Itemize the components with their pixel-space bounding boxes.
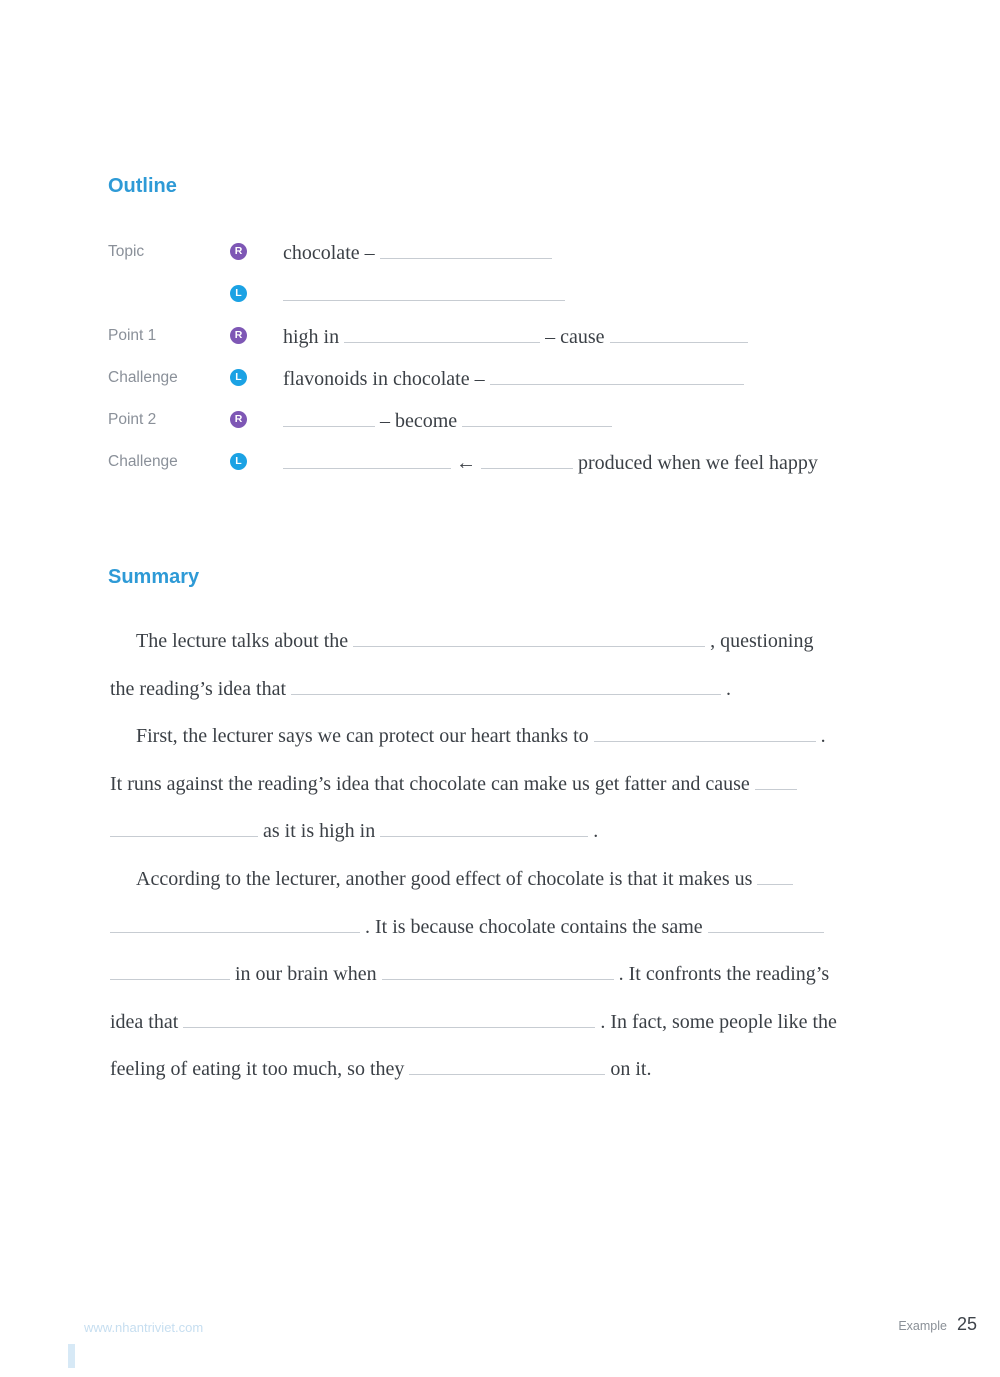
reading-badge-icon: R <box>230 411 247 428</box>
summary-text: . In fact, some people like the <box>600 1010 837 1033</box>
summary-text: . <box>593 820 599 843</box>
summary-text: It runs against the reading’s idea that chocolate can make us get fatter and cause <box>110 772 750 795</box>
blank-line <box>110 961 230 980</box>
summary-text: The lecture talks about the <box>136 630 349 652</box>
row-text: – cause <box>545 326 605 348</box>
summary-line <box>110 666 910 714</box>
summary-line <box>110 713 910 761</box>
summary-text: , questioning <box>710 630 814 652</box>
summary-heading: Summary <box>108 566 200 588</box>
row-content <box>283 282 570 307</box>
summary-text: . It is because chocolate contains the same <box>365 915 703 938</box>
blank-line <box>755 771 797 790</box>
summary-line <box>110 618 910 666</box>
summary-body <box>110 618 910 1094</box>
blank-line <box>382 961 614 980</box>
row-text: high in <box>283 326 340 348</box>
summary-line <box>110 999 910 1047</box>
row-text: flavonoids in chocolate – <box>283 368 485 390</box>
blank-line <box>283 408 375 427</box>
blank-line <box>610 324 748 343</box>
blank-line <box>110 818 258 837</box>
summary-line <box>110 761 910 809</box>
row-label: Challenge <box>108 453 178 470</box>
row-label: Point 2 <box>108 411 157 428</box>
blank-line <box>380 818 588 837</box>
blank-line <box>409 1056 605 1075</box>
summary-text: on it. <box>610 1058 652 1081</box>
summary-text: . <box>820 725 826 748</box>
outline-row-challenge2 <box>0 450 1000 480</box>
summary-text: According to the lecturer, another good effect of chocolate is that it makes us <box>136 867 753 890</box>
blank-line <box>462 408 612 427</box>
reading-badge-icon: R <box>230 327 247 344</box>
summary-text: idea that <box>110 1010 179 1033</box>
blank-line <box>481 450 573 469</box>
listening-badge-icon: L <box>230 453 247 470</box>
summary-text: in our brain when <box>235 963 377 986</box>
row-content <box>283 408 617 433</box>
row-text: chocolate – <box>283 242 375 264</box>
row-content <box>283 324 753 349</box>
summary-line <box>110 856 910 904</box>
summary-text: as it is high in <box>263 820 376 843</box>
outline-row-point2 <box>0 408 1000 438</box>
outline-row-point1 <box>0 324 1000 354</box>
summary-text: feeling of eating it too much, so they <box>110 1058 405 1081</box>
reading-badge-icon: R <box>230 243 247 260</box>
row-content <box>283 450 818 475</box>
blank-line <box>283 450 451 469</box>
summary-line <box>110 808 910 856</box>
blank-line <box>183 1009 595 1028</box>
page-number: 25 <box>956 1314 977 1334</box>
row-label: Topic <box>108 243 145 260</box>
summary-line <box>110 1046 910 1094</box>
page-number-block <box>898 1314 977 1335</box>
outline-heading: Outline <box>108 175 177 197</box>
summary-line <box>110 904 910 952</box>
blank-line <box>708 914 824 933</box>
outline-row-topic <box>0 240 1000 270</box>
summary-text: . <box>726 677 732 700</box>
blank-line <box>490 366 744 385</box>
outline-row-topic-listening <box>0 282 1000 312</box>
blank-line <box>291 676 721 695</box>
row-label: Point 1 <box>108 327 157 344</box>
blank-line <box>344 324 540 343</box>
example-label: Example <box>898 1319 947 1333</box>
row-content <box>283 366 749 391</box>
blank-line <box>757 866 793 885</box>
outline-row-challenge1 <box>0 366 1000 396</box>
summary-line <box>110 951 910 999</box>
row-label: Challenge <box>108 369 178 386</box>
row-content <box>283 240 557 265</box>
listening-badge-icon: L <box>230 285 247 302</box>
row-text: produced when we feel happy <box>578 452 818 474</box>
summary-text: . It confronts the reading’s <box>618 963 830 986</box>
site-watermark: www.nhantriviet.com <box>84 1320 204 1335</box>
blank-line <box>283 282 565 301</box>
listening-badge-icon: L <box>230 369 247 386</box>
blank-line <box>594 723 816 742</box>
blank-line <box>380 240 552 259</box>
left-arrow-icon: ← <box>456 452 476 474</box>
summary-text: the reading’s idea that <box>110 677 287 700</box>
blank-line <box>110 914 360 933</box>
row-text: – become <box>380 410 458 432</box>
blank-line <box>353 628 705 647</box>
summary-text: First, the lecturer says we can protect our heart thanks to <box>136 725 589 748</box>
page-edge-mark <box>68 1344 75 1368</box>
